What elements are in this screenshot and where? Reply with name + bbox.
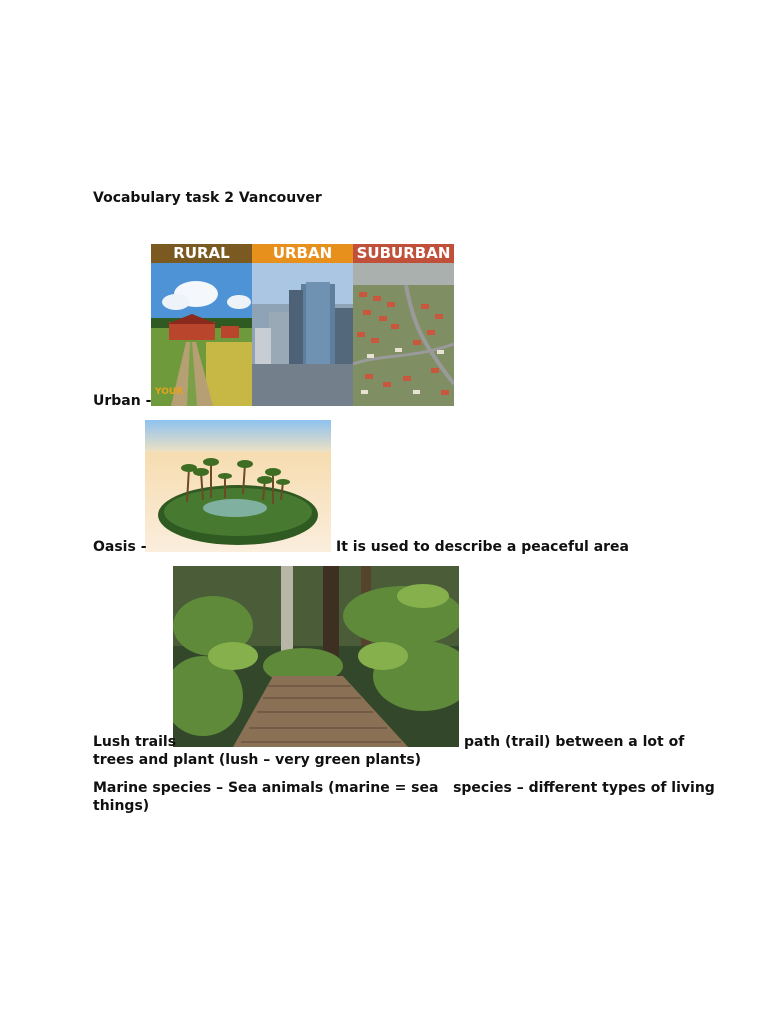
rural-urban-suburban-image: [151, 244, 454, 406]
document-title: Vocabulary task 2 Vancouver: [93, 190, 322, 206]
label-rural: RURAL: [173, 244, 230, 262]
definition-lush-trails-line2: trees and plant (lush – very green plants): [93, 752, 422, 768]
definition-oasis: It is used to describe a peaceful area: [336, 539, 630, 555]
label-suburban: SUBURBAN: [356, 244, 451, 262]
entry-marine-species-line2: things): [93, 798, 150, 814]
oasis-image: [145, 420, 331, 552]
term-lush-trails: Lush trails: [93, 734, 177, 750]
image-logo: YOUR: [155, 387, 184, 397]
lush-trail-image: [173, 566, 459, 747]
entry-marine-species-line1: Marine species – Sea animals (marine = sea species – different types of living: [93, 780, 715, 796]
term-oasis: Oasis -: [93, 539, 147, 555]
term-urban: Urban -: [93, 393, 152, 409]
label-urban: URBAN: [272, 244, 333, 262]
definition-lush-trails-line1: path (trail) between a lot of: [464, 734, 685, 750]
